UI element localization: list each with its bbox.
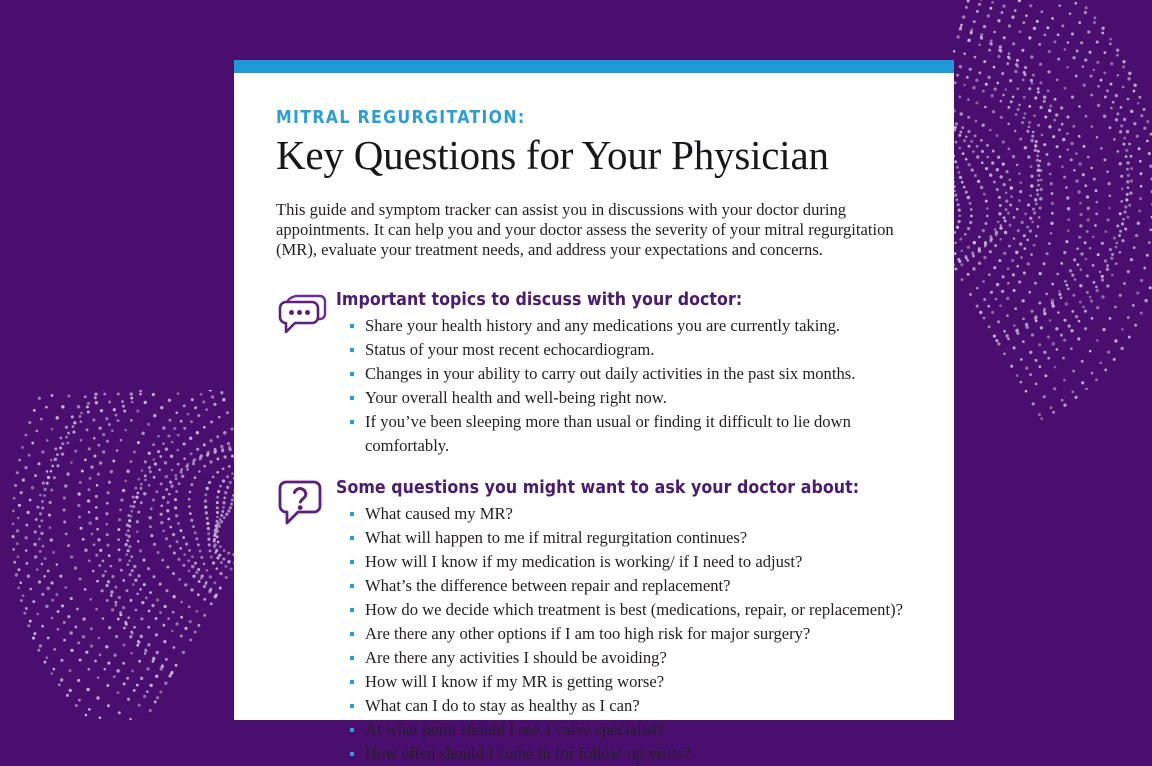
accent-top-bar: [234, 60, 954, 73]
topics-list: [336, 314, 912, 458]
document-card: [234, 60, 954, 720]
document-eyebrow: MITRAL REGURGITATION:: [276, 109, 912, 128]
list-item: How often should I come in for follow-up visits?: [350, 742, 912, 766]
decorative-dot-pattern-right: [922, 0, 1152, 460]
decorative-dot-pattern-left: [0, 390, 250, 720]
section-heading: Some questions you might want to ask your doctor about:: [336, 478, 912, 499]
list-item: If you’ve been sleeping more than usual or finding it difficult to lie down comfortably.: [350, 410, 912, 458]
document-body: [234, 73, 954, 766]
speech-bubbles-icon: [276, 290, 330, 342]
list-item: How do we decide which treatment is best (medications, repair, or replacement)?: [350, 598, 912, 622]
document-intro-paragraph: This guide and symptom tracker can assist you in discussions with your doctor during appointments. It can help you and your doctor assess the severity of your mitral regurgitation (MR), evaluate your treatment needs, and address your expectations and concerns.: [276, 200, 912, 260]
list-item: What can I do to stay as healthy as I can?: [350, 694, 912, 718]
list-item: Are there any activities I should be avoiding?: [350, 646, 912, 670]
list-item: How will I know if my medication is working/ if I need to adjust?: [350, 550, 912, 574]
list-item: Changes in your ability to carry out daily activities in the past six months.: [350, 362, 912, 386]
list-item: Status of your most recent echocardiogram.: [350, 338, 912, 362]
page-title: Key Questions for Your Physician: [276, 133, 912, 177]
section-questions-to-ask: [276, 478, 912, 766]
questions-list: [336, 502, 912, 766]
list-item: How will I know if my MR is getting worse?: [350, 670, 912, 694]
section-topics-to-discuss: [276, 290, 912, 458]
list-item: Share your health history and any medications you are currently taking.: [350, 314, 912, 338]
list-item: At what point should I see a valve specialist?: [350, 718, 912, 742]
section-heading: Important topics to discuss with your doctor:: [336, 290, 912, 311]
list-item: What caused my MR?: [350, 502, 912, 526]
list-item: What’s the difference between repair and replacement?: [350, 574, 912, 598]
list-item: What will happen to me if mitral regurgitation continues?: [350, 526, 912, 550]
list-item: Are there any other options if I am too high risk for major surgery?: [350, 622, 912, 646]
list-item: Your overall health and well-being right now.: [350, 386, 912, 410]
question-bubble-icon: [276, 478, 330, 530]
